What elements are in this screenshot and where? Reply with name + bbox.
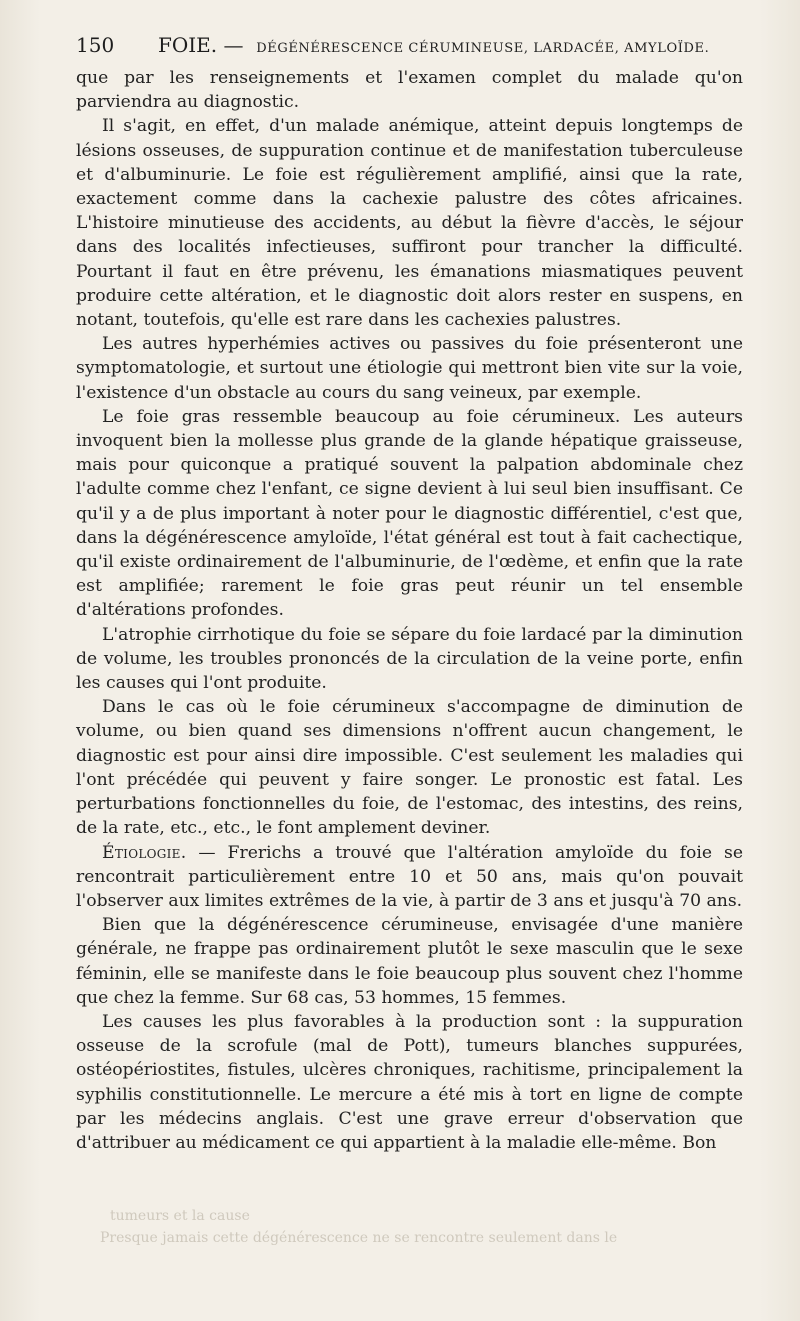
running-header (76, 33, 752, 59)
paragraph-3: Les autres hyperhémies actives ou passives du foie présenteront une symptomatologie, et surtout une étiologie qui mettront bien vite sur la voie, l'existence d'un obstacle au cours du sang veineux, par exemple. (76, 334, 743, 403)
bleed-through-line-2: Presque jamais cette dégénérescence ne se rencontre seulement dans le (100, 1230, 618, 1246)
paragraph-1: que par les renseignements et l'examen complet du malade qu'on parviendra au diagnostic. (76, 68, 743, 113)
page-number: 150 (76, 33, 115, 57)
paragraph-2: Il s'agit, en effet, d'un malade anémique, atteint depuis longtemps de lésions osseuses, de suppuration continue et de manifestation tuberculeuse et d'albuminurie. Le foie est régulièrement amplifié, ainsi que la rate, exactement comme dans la cachexie palustre des côtes africaines. L'histoire minutieuse des accidents, au début la fièvre d'accès, le séjour dans des localités infectieuses, suffiront pour trancher la difficulté. Pourtant il faut en être prévenu, les émanations miasmatiques peuvent produire cette altération, et le diagnostic doit alors rester en suspens, en notant, toutefois, qu'elle est rare dans les cachexies palustres. (76, 116, 743, 331)
paragraph-7 (76, 841, 743, 914)
header-title-main: FOIE. — (158, 33, 244, 57)
paragraph-8: Bien que la dégénérescence cérumineuse, envisagée d'une manière générale, ne frappe pas ordinairement plutôt le sexe masculin que le sexe féminin, elle se manifeste dans le foie beaucoup plus souvent chez l'homme que chez la femme. Sur 68 cas, 53 hommes, 15 femmes. (76, 915, 743, 1008)
section-heading-etiologie: Étiologie. (102, 842, 187, 863)
paragraph-5: L'atrophie cirrhotique du foie se sépare du foie lardacé par la diminution de volume, les troubles prononcés de la circulation de la veine porte, enfin les causes qui l'ont produite. (76, 624, 743, 694)
bleed-through-text (100, 1205, 800, 1249)
paragraph-4: Le foie gras ressemble beaucoup au foie cérumineux. Les auteurs invoquent bien la mollesse plus grande de la glande hépatique graisseuse, mais pour quiconque a pratiqué souvent la palpation abdominale chez l'adulte comme chez l'enfant, ce signe devient à lui seul bien insuffisant. Ce qu'il y a de plus important à noter pour le diagnostic différentiel, c'est que, dans la dégénérescence amyloïde, l'état général est tout à fait cachectique, qu'il existe ordinairement de l'albuminurie, de l'œdème, et enfin que la rate est amplifiée; rarement le foie gras peut réunir un tel ensemble d'altérations profondes. (76, 406, 743, 621)
paragraph-7-text: — Frerichs a trouvé que l'altération amyloïde du foie se rencontrait particulièrement entre 10 et 50 ans, mais qu'on pouvait l'observer aux limites extrêmes de la vie, à partir de 3 ans et jusqu'à 70 ans. (76, 842, 743, 911)
paragraph-6: Dans le cas où le foie cérumineux s'accompagne de diminution de volume, ou bien quand ses dimensions n'offrent aucun changement, le diagnostic est pour ainsi dire impossible. C'est seulement les maladies qui l'ont précédée qui peuvent y faire songer. Le pronostic est fatal. Les perturbations fonctionnelles du foie, de l'estomac, des intestins, des reins, de la rate, etc., etc., le font amplement deviner. (76, 697, 743, 839)
paragraph-9: Les causes les plus favorables à la production sont : la suppuration osseuse de la scrofule (mal de Pott), tumeurs blanches suppurées, ostéopériostites, fistules, ulcères chroniques, rachitisme, principalement la syphilis constitutionnelle. Le mercure a été mis à tort en ligne de compte par les médecins anglais. C'est une grave erreur d'observation que d'attribuer au médicament ce qui appartient à la maladie elle-même. Bon (76, 1011, 743, 1153)
header-title (158, 33, 709, 57)
header-subtitle: DÉGÉNÉRESCENCE CÉRUMINEUSE, LARDACÉE, AMYLOÏDE. (256, 41, 710, 56)
body-text (76, 66, 743, 1155)
bleed-through-line-1: tumeurs et la cause (110, 1208, 250, 1224)
